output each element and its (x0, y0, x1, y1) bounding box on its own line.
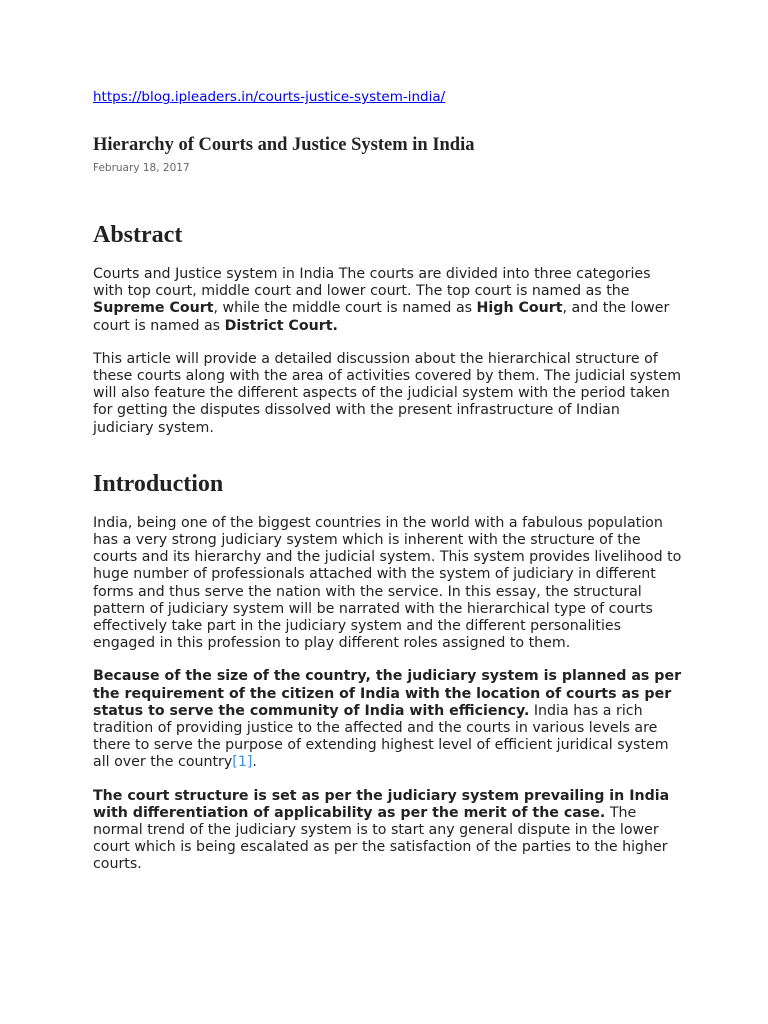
abstract-paragraph-2: This article will provide a detailed discussion about the hierarchical structure of these courts along with the area of activities covered by them. The judicial system will also feature the different aspects of the judicial system with the period taken for getting the disputes dissolved with the present infrastructure of Indian judiciary system. (93, 350, 682, 436)
text-run: , while the middle court is named as (213, 300, 477, 317)
text-run: The normal trend of the judiciary system is to start any general dispute in the lower court which is being escalated as per the satisfaction of the parties to the higher courts. (93, 804, 668, 873)
text-run: , and the lower court is named as (93, 300, 670, 334)
post-date: February 18, 2017 (93, 162, 190, 174)
high-court-term: High Court (476, 300, 563, 317)
bold-lead: The court structure is set as per the judiciary system prevailing in India with differentiation of applicability as per the merit of the case. (93, 787, 670, 821)
introduction-paragraph-2 (93, 668, 683, 771)
article (93, 88, 683, 874)
bold-lead: Because of the size of the country, the judiciary system is planned as per the requirement of the citizen of India with the location of courts as per status to serve the community of India with efficiency. (93, 668, 682, 719)
source-url-link[interactable]: https://blog.ipleaders.in/courts-justice-system-india/ (93, 89, 446, 105)
text-run: . (252, 754, 257, 771)
introduction-paragraph-1: India, being one of the biggest countries in the world with a fabulous population has a very strong judiciary system which is inherent with the structure of the courts and its hierarchy and the judicial system. This system provides livelihood to huge number of professionals attached with the system of judiciary in different forms and thus serve the nation with the service. In this essay, the structural pattern of judiciary system will be narrated with the hierarchical type of courts effectively take part in the judiciary system and the different personalities engaged in this profession to play different roles assigned to them. (93, 514, 682, 652)
text-run: Courts and Justice system in India The courts are divided into three categories with top court, middle court and lower court. The top court is named as the (93, 266, 651, 300)
footnote-link[interactable]: [1] (232, 754, 253, 771)
district-court-term: District Court. (224, 317, 338, 334)
introduction-paragraph-3 (93, 788, 683, 874)
supreme-court-term: Supreme Court (93, 300, 214, 317)
introduction-heading: Introduction (93, 470, 224, 497)
abstract-paragraph-1 (93, 266, 683, 335)
post-title: Hierarchy of Courts and Justice System in India (93, 135, 475, 155)
abstract-heading: Abstract (93, 222, 183, 248)
text-run: India has a rich tradition of providing justice to the affected and the courts in various levels are there to serve the purpose of extending highest level of efficient juridical system all over the country (93, 702, 669, 771)
